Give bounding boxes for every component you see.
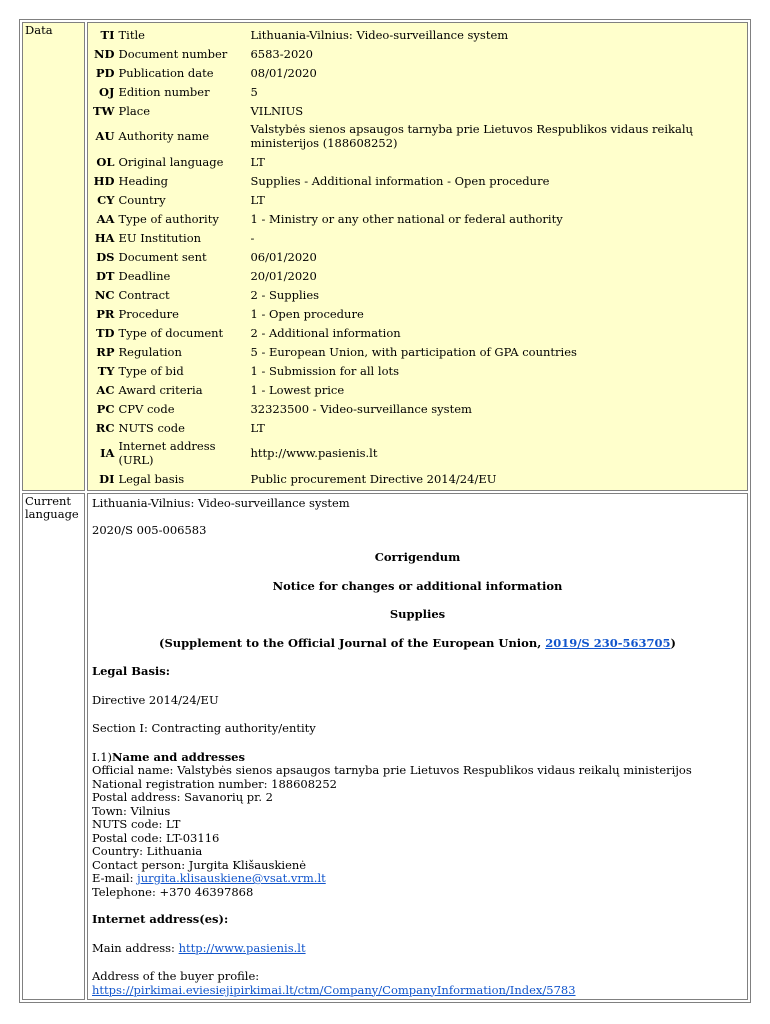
field-row-di — [92, 469, 743, 488]
field-name: Deadline — [118, 268, 171, 283]
town: Town: Vilnius — [92, 803, 171, 818]
field-code: OL — [96, 154, 115, 169]
legal-basis-heading: Legal Basis: — [92, 664, 171, 678]
field-value: Supplies - Additional information - Open procedure — [250, 173, 550, 188]
field-row-ty — [92, 361, 743, 380]
field-code: TY — [97, 363, 115, 378]
field-row-tw — [92, 101, 743, 120]
field-row-ds — [92, 247, 743, 266]
field-value: 1 - Ministry or any other national or federal authority — [250, 211, 563, 226]
field-code: TD — [95, 325, 115, 340]
name-addresses-heading — [92, 751, 743, 765]
field-row-pd — [92, 63, 743, 82]
field-row-rc — [92, 418, 743, 437]
field-value: 32323500 - Video-surveillance system — [250, 401, 472, 416]
field-value: 5 - European Union, with participation of GPA countries — [250, 344, 577, 359]
field-row-td — [92, 323, 743, 342]
field-code: DT — [95, 268, 115, 283]
email-prefix: E-mail: — [92, 871, 138, 885]
field-code: HD — [93, 173, 115, 188]
field-value: 2 - Additional information — [250, 325, 401, 340]
field-value: 1 - Open procedure — [250, 306, 364, 321]
field-code: PD — [95, 65, 115, 80]
email-line — [92, 872, 743, 886]
field-value: LT — [250, 154, 265, 169]
field-name: Place — [118, 103, 151, 118]
notice-title: Lithuania-Vilnius: Video-surveillance system — [92, 496, 350, 510]
supplement-line — [92, 637, 743, 651]
registration-number: National registration number: 188608252 — [92, 776, 338, 791]
field-value: 20/01/2020 — [250, 268, 317, 283]
field-row-nd — [92, 44, 743, 63]
field-name: Contract — [118, 287, 170, 302]
field-value: 1 - Lowest price — [250, 382, 345, 397]
field-name: Award criteria — [118, 382, 203, 397]
field-code: PC — [96, 401, 115, 416]
field-value: Lithuania-Vilnius: Video-surveillance system — [250, 27, 509, 42]
supplement-link[interactable]: 2019/S 230-563705 — [545, 635, 671, 650]
field-code: HA — [94, 230, 115, 245]
field-value: 1 - Submission for all lots — [250, 363, 400, 378]
field-name: Document number — [118, 46, 228, 61]
field-name: Edition number — [118, 84, 210, 99]
buyer-profile-line — [92, 970, 743, 997]
notice-table — [19, 19, 751, 1003]
field-name: CPV code — [118, 401, 175, 416]
field-name: Publication date — [118, 65, 214, 80]
data-section-label: Data — [22, 22, 85, 491]
field-row-ia — [92, 437, 743, 469]
field-value: 06/01/2020 — [250, 249, 317, 264]
field-name: Title — [118, 27, 145, 42]
field-code: DI — [99, 471, 115, 486]
field-code: PR — [96, 306, 115, 321]
notice-content — [87, 493, 748, 1000]
field-row-ti — [92, 25, 743, 44]
field-name: Type of authority — [118, 211, 219, 226]
field-code: IA — [100, 446, 115, 460]
field-value: 2 - Supplies — [250, 287, 320, 302]
field-code: NC — [94, 287, 115, 302]
main-address-line — [92, 942, 743, 956]
field-code: TW — [93, 103, 115, 118]
field-code: RC — [95, 420, 115, 435]
internet-addresses-heading: Internet address(es): — [92, 912, 229, 926]
field-row-ha — [92, 228, 743, 247]
field-name: Original language — [118, 154, 224, 169]
fields-table — [92, 25, 743, 488]
field-value: LT — [250, 192, 265, 207]
section-title: Name and addresses — [112, 749, 245, 764]
field-value: 08/01/2020 — [250, 65, 317, 80]
official-name: Official name: Valstybės sienos apsaugos tarnyba prie Lietuvos Respublikos vidaus reikalų ministerijos — [92, 763, 692, 777]
field-value: VILNIUS — [250, 103, 304, 118]
nuts-code: NUTS code: LT — [92, 817, 181, 831]
notice-heading: Notice for changes or additional information — [272, 578, 563, 593]
directive-text: Directive 2014/24/EU — [92, 692, 219, 707]
section-number: I.1) — [92, 749, 113, 764]
field-code: ND — [94, 46, 115, 61]
field-row-pr — [92, 304, 743, 323]
corrigendum-heading: Corrigendum — [374, 550, 461, 564]
field-name: Authority name — [118, 129, 210, 143]
field-value: 6583-2020 — [250, 46, 313, 61]
field-value: LT — [250, 420, 265, 435]
field-name: Country — [118, 192, 166, 207]
main-address-prefix: Main address: — [92, 940, 179, 955]
data-section — [87, 22, 748, 491]
field-row-rp — [92, 342, 743, 361]
field-code: OJ — [99, 84, 115, 99]
field-row-dt — [92, 266, 743, 285]
field-name: Procedure — [118, 306, 179, 321]
field-row-ol — [92, 152, 743, 171]
contact-person: Contact person: Jurgita Klišauskienė — [92, 857, 307, 872]
supplies-heading: Supplies — [389, 607, 446, 621]
field-row-pc — [92, 399, 743, 418]
notice-reference: 2020/S 005-006583 — [92, 522, 207, 537]
field-code: RP — [96, 344, 115, 359]
field-value: Valstybės sienos apsaugos tarnyba prie Lietuvos Respublikos vidaus reikalų ministerijos (188608252) — [250, 122, 693, 150]
field-name: Heading — [118, 173, 168, 188]
field-value: Public procurement Directive 2014/24/EU — [250, 471, 497, 486]
supplement-prefix: (Supplement to the Official Journal of the European Union, — [159, 635, 546, 650]
field-name: Internet address (URL) — [118, 439, 216, 467]
country: Country: Lithuania — [92, 844, 203, 858]
field-row-au — [92, 120, 743, 152]
field-value: 5 — [250, 84, 258, 99]
field-code: DS — [96, 249, 115, 264]
field-name: Regulation — [118, 344, 182, 359]
postal-address: Postal address: Savanorių pr. 2 — [92, 790, 274, 804]
field-value: - — [250, 230, 255, 245]
field-code: AU — [95, 129, 115, 143]
email-link[interactable]: jurgita.klisauskiene@vsat.vrm.lt — [137, 871, 326, 885]
field-code: TI — [100, 27, 115, 42]
buyer-profile-link[interactable]: https://pirkimai.eviesiejipirkimai.lt/ctm/Company/CompanyInformation/Index/5783 — [92, 982, 576, 997]
postal-code: Postal code: LT-03116 — [92, 830, 220, 845]
field-value: http://www.pasienis.lt — [250, 446, 378, 460]
field-row-aa — [92, 209, 743, 228]
field-name: Document sent — [118, 249, 207, 264]
field-name: Type of document — [118, 325, 224, 340]
field-name: EU Institution — [118, 230, 202, 245]
field-code: AC — [96, 382, 115, 397]
main-address-link[interactable]: http://www.pasienis.lt — [178, 940, 306, 955]
field-row-ac — [92, 380, 743, 399]
telephone: Telephone: +370 46397868 — [92, 884, 254, 899]
field-row-cy — [92, 190, 743, 209]
section-one-heading: Section I: Contracting authority/entity — [92, 721, 316, 735]
field-name: Type of bid — [118, 363, 184, 378]
supplement-suffix: ) — [670, 635, 676, 650]
field-row-nc — [92, 285, 743, 304]
current-language-label: Current language — [22, 493, 85, 1000]
field-name: NUTS code — [118, 420, 185, 435]
field-row-oj — [92, 82, 743, 101]
field-row-hd — [92, 171, 743, 190]
field-code: CY — [97, 192, 115, 207]
field-name: Legal basis — [118, 471, 185, 486]
field-code: AA — [96, 211, 115, 226]
buyer-profile-prefix: Address of the buyer profile: — [92, 969, 260, 983]
